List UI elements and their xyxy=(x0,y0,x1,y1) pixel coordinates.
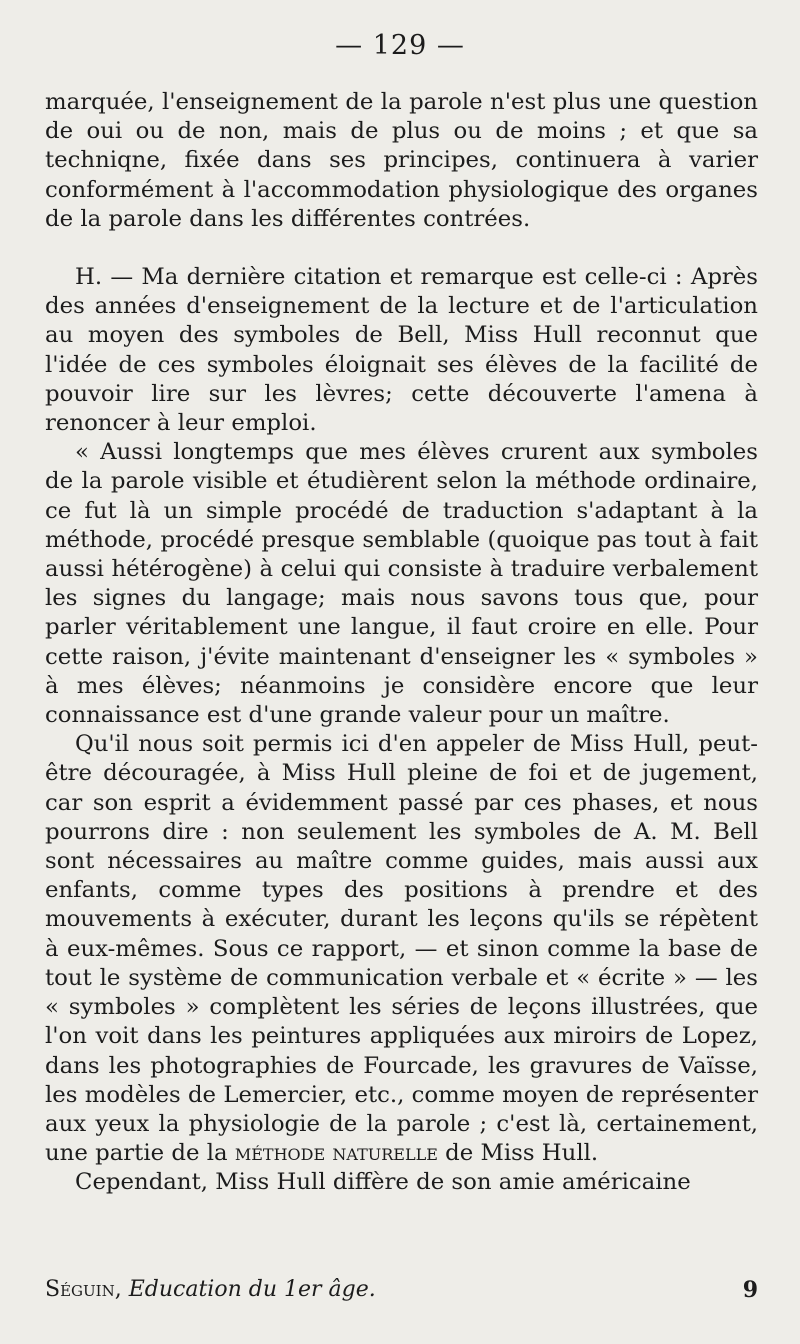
paragraph-3: « Aussi longtemps que mes élèves crurent aux symboles de la parole visible et étudièrent selon la méthode ordinaire, ce fut là un simple procédé de traduction s'adaptant à la méthode, procédé presque semblable (quoique pas tout à fait aussi hétérogène) à celui qui consiste à traduire verbalement les signes du langage; mais nous savons tous que, pour parler véritablement une langue, il faut croire en elle. Pour cette raison, j'évite maintenant d'enseigner les « symboles » à mes élèves; néanmoins je considère encore que leur connaissance est d'une grande valeur pour un maître. xyxy=(45,439,758,729)
paragraph-4-end: de Miss Hull. xyxy=(445,1140,599,1167)
paragraph-4-text: Qu'il nous soit permis ici d'en appeler de Miss Hull, peut-être découragée, à Miss Hull pleine de foi et de jugement, car son esprit a évidemment passé par ces phases, et nous pourrons dire : non seulement les symboles de A. M. Bell sont nécessaires au maître comme guides, mais aussi aux enfants, comme types des positions à prendre et des mouvements à exécuter, durant les leçons qu'ils se répètent à eux-mêmes. Sous ce rapport, — et sinon comme la base de tout le système de communication verbale et « écrite » — les « symboles » complètent les séries de leçons illustrées, que l'on voit dans les peintures appliquées aux miroirs de Lopez, dans les photographies de Fourcade, les gravures de Vaïsse, les modèles de Lemercier, etc., comme moyen de représenter aux yeux la physiologie de la parole ; c'est là, certainement, une partie de la xyxy=(45,731,758,1167)
paragraph-1: marquée, l'enseignement de la parole n'est plus une question de oui ou de non, mais de plus ou de moins ; et que sa techniqne, fixée dans ses principes, continuera à varier conformément à l'accommodation physiologique des organes de la parole dans les différentes contrées. xyxy=(45,89,758,232)
footer-citation xyxy=(45,1277,376,1303)
footer xyxy=(45,1277,758,1303)
paragraph-4 xyxy=(45,730,758,1168)
page-number: — 129 — xyxy=(335,30,465,61)
page-body xyxy=(45,88,758,1198)
footer-author: Séguin, xyxy=(45,1277,122,1302)
paragraph-5: Cependant, Miss Hull diffère de son amie américaine xyxy=(75,1169,691,1196)
paragraph-2: H. — Ma dernière citation et remarque est celle-ci : Après des années d'enseignement de la lecture et de l'articulation au moyen des symboles de Bell, Miss Hull reconnut que l'idée de ces symboles éloignait ses élèves de la facilité de pouvoir lire sur les lèvres; cette découverte l'amena à renoncer à leur emploi. xyxy=(45,264,758,437)
footer-title: Education du 1er âge. xyxy=(128,1277,376,1302)
signature-mark: 9 xyxy=(742,1277,758,1303)
methode-naturelle-term: méthode naturelle xyxy=(234,1140,438,1167)
